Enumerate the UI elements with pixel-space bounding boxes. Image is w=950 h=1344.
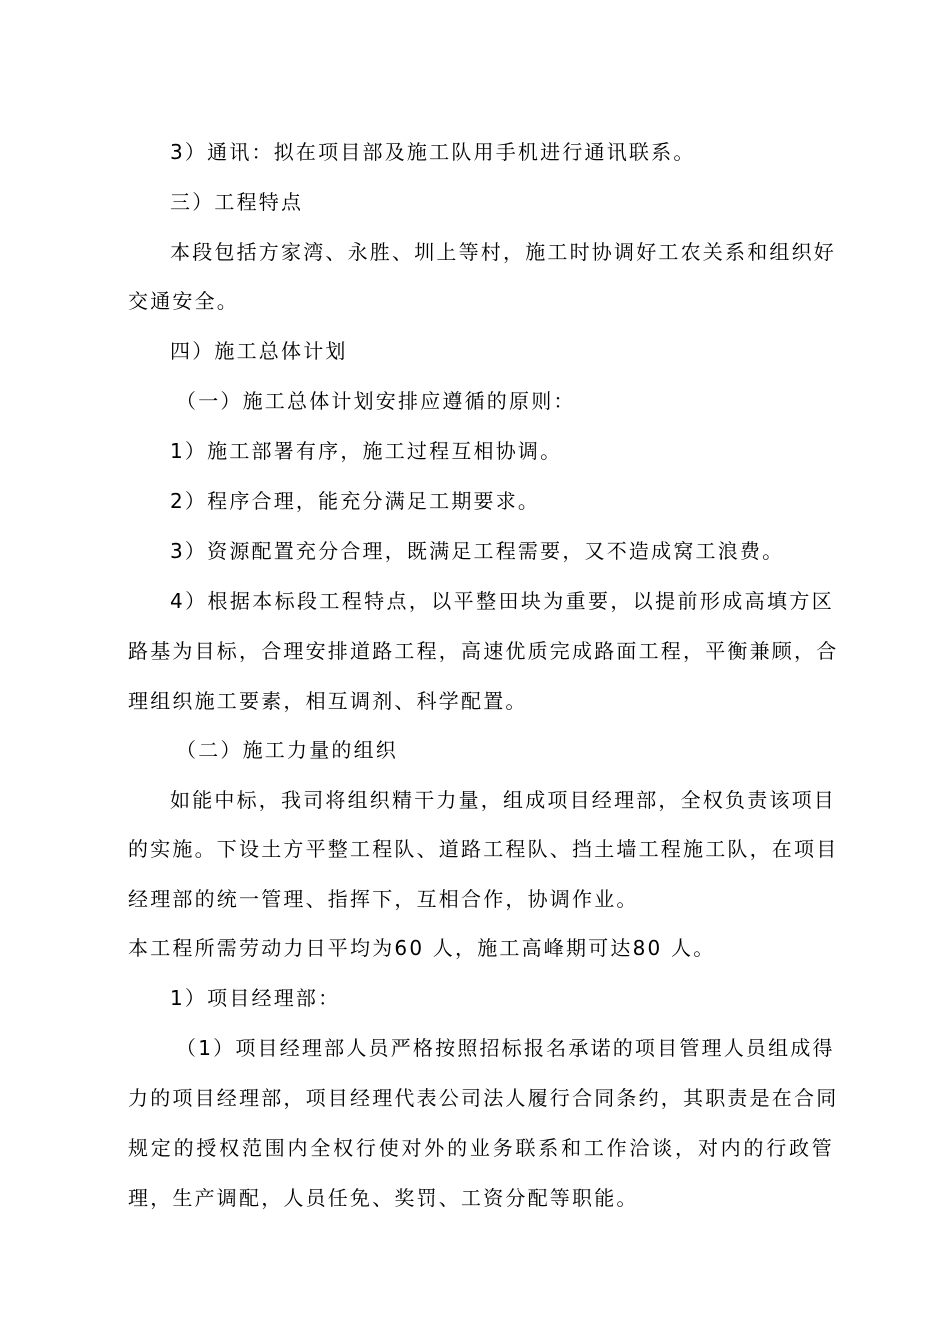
section-heading: 四）施工总体计划 — [170, 339, 348, 363]
text-line: 1）施工部署有序，施工过程互相协调。 — [170, 439, 563, 463]
text-line: 路基为目标，合理安排道路工程，高速优质完成路面工程，平衡兼顾，合 — [128, 639, 839, 663]
text-line: 3）资源配置充分合理，既满足工程需要，又不造成窝工浪费。 — [170, 539, 785, 563]
subsection-heading: （一）施工总体计划安排应遵循的原则： — [176, 389, 576, 413]
text-line: 如能中标，我司将组织精干力量，组成项目经理部，全权负责该项目 — [170, 788, 836, 812]
text-line: 1）项目经理部： — [170, 986, 341, 1010]
text-line: 的实施。下设土方平整工程队、道路工程队、挡土墙工程施工队，在项目 — [128, 837, 839, 861]
text-line: 理，生产调配，人员任免、奖罚、工资分配等职能。 — [128, 1186, 639, 1210]
text-line: 规定的授权范围内全权行使对外的业务联系和工作洽谈，对内的行政管 — [128, 1136, 834, 1160]
text-line: 经理部的统一管理、指挥下，互相合作，协调作业。 — [128, 887, 639, 911]
text-line: 理组织施工要素，相互调剂、科学配置。 — [128, 689, 528, 713]
text-line: 3）通讯：拟在项目部及施工队用手机进行通讯联系。 — [170, 140, 696, 164]
text-line: 本段包括方家湾、永胜、圳上等村，施工时协调好工农关系和组织好 — [170, 240, 836, 264]
section-heading: 三）工程特点 — [170, 190, 304, 214]
text-line: 力的项目经理部，项目经理代表公司法人履行合同条约，其职责是在合同 — [128, 1086, 839, 1110]
subsection-heading: （二）施工力量的组织 — [176, 738, 398, 762]
text-line: （1）项目经理部人员严格按照招标报名承诺的项目管理人员组成得 — [176, 1036, 835, 1060]
text-line: 本工程所需劳动力日平均为60 人，施工高峰期可达80 人。 — [128, 936, 716, 960]
text-line: 4）根据本标段工程特点，以平整田块为重要，以提前形成高填方区 — [170, 589, 834, 613]
text-line: 交通安全。 — [128, 289, 239, 313]
text-line: 2）程序合理，能充分满足工期要求。 — [170, 489, 541, 513]
